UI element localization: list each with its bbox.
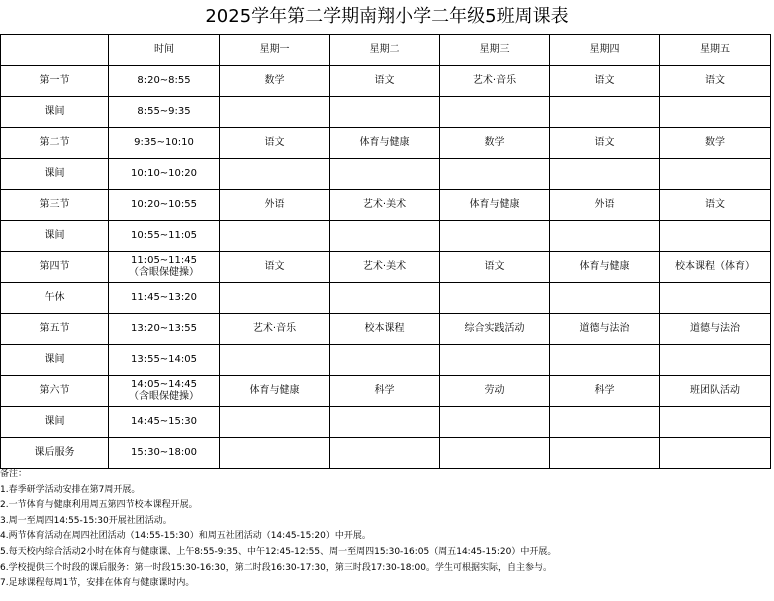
subject-cell: [330, 221, 440, 252]
subject-cell: [440, 407, 550, 438]
subject-cell: 语文: [660, 66, 771, 97]
period-cell: 第一节: [1, 66, 109, 97]
timetable-title: 2025学年第二学期南翔小学二年级5班周课表: [205, 6, 569, 27]
subject-cell: [550, 345, 660, 376]
notes-heading: 备注：: [0, 469, 28, 479]
subject-cell: 外语: [220, 190, 330, 221]
time-range: 14:45~15:30: [130, 416, 197, 427]
subject-cell: 数学: [440, 128, 550, 159]
header-cell: 星期四: [550, 35, 660, 66]
subject-cell: 艺术·美术: [330, 252, 440, 283]
subject-cell: [330, 345, 440, 376]
subject-cell: 体育与健康: [330, 128, 440, 159]
time-cell: [109, 190, 220, 221]
subject-cell: [550, 438, 660, 469]
subject-cell: 科学: [330, 376, 440, 407]
subject-cell: 艺术·美术: [330, 190, 440, 221]
notes-section: [0, 467, 774, 592]
period-cell: 第二节: [1, 128, 109, 159]
table-row: [1, 314, 771, 345]
header-cell: [1, 35, 109, 66]
subject-cell: [440, 221, 550, 252]
table-row: [1, 128, 771, 159]
table-row: [1, 66, 771, 97]
subject-cell: 班团队活动: [660, 376, 771, 407]
time-range: 11:45~13:20: [130, 292, 197, 303]
subject-cell: [660, 221, 771, 252]
subject-cell: [550, 159, 660, 190]
time-cell: [109, 97, 220, 128]
subject-cell: [660, 345, 771, 376]
subject-cell: [550, 283, 660, 314]
time-cell: [109, 345, 220, 376]
time-range: 8:20~8:55: [137, 75, 191, 86]
table-row: [1, 407, 771, 438]
subject-cell: [440, 97, 550, 128]
subject-cell: [660, 159, 771, 190]
table-row: [1, 190, 771, 221]
subject-cell: 语文: [550, 128, 660, 159]
subject-cell: [220, 345, 330, 376]
subject-cell: 数学: [660, 128, 771, 159]
subject-cell: [220, 407, 330, 438]
time-cell: [109, 376, 220, 407]
subject-cell: [330, 283, 440, 314]
time-range: 14:05~14:45: [130, 379, 197, 390]
timetable: [0, 34, 771, 469]
subject-cell: 艺术·音乐: [440, 66, 550, 97]
subject-cell: 综合实践活动: [440, 314, 550, 345]
time-range: 15:30~18:00: [130, 447, 197, 458]
table-row: [1, 159, 771, 190]
subject-cell: 道德与法治: [550, 314, 660, 345]
header-cell: 时间: [109, 35, 220, 66]
period-cell: 第四节: [1, 252, 109, 283]
subject-cell: [220, 221, 330, 252]
time-cell: [109, 252, 220, 283]
time-cell: [109, 221, 220, 252]
subject-cell: [660, 283, 771, 314]
table-row: [1, 376, 771, 407]
subject-cell: [440, 345, 550, 376]
subject-cell: 语文: [550, 66, 660, 97]
time-range: 13:55~14:05: [130, 354, 197, 365]
subject-cell: 科学: [550, 376, 660, 407]
subject-cell: 数学: [220, 66, 330, 97]
subject-cell: 艺术·音乐: [220, 314, 330, 345]
subject-cell: [660, 407, 771, 438]
subject-cell: [330, 159, 440, 190]
header-cell: 星期二: [330, 35, 440, 66]
subject-cell: [550, 221, 660, 252]
period-cell: 午休: [1, 283, 109, 314]
table-row: [1, 345, 771, 376]
note-item: 4.两节体育活动在周四社团活动（14:55-15:30）和周五社团活动（14:45-15:20）中开展。: [0, 531, 371, 542]
subject-cell: [330, 407, 440, 438]
subject-cell: 劳动: [440, 376, 550, 407]
subject-cell: 语文: [220, 252, 330, 283]
time-cell: [109, 159, 220, 190]
time-cell: [109, 314, 220, 345]
period-cell: 课间: [1, 407, 109, 438]
time-range: 10:10~10:20: [130, 168, 197, 179]
subject-cell: [220, 438, 330, 469]
subject-cell: 语文: [220, 128, 330, 159]
time-range: 8:55~9:35: [137, 106, 191, 117]
period-cell: 课后服务: [1, 438, 109, 469]
subject-cell: [550, 407, 660, 438]
subject-cell: 校本课程: [330, 314, 440, 345]
time-note: （含眼保健操）: [129, 267, 199, 278]
subject-cell: [330, 438, 440, 469]
timetable-body: [1, 35, 771, 469]
subject-cell: 语文: [440, 252, 550, 283]
table-row: [1, 97, 771, 128]
subject-cell: 校本课程（体育）: [660, 252, 771, 283]
time-cell: [109, 407, 220, 438]
subject-cell: [220, 97, 330, 128]
note-item: 7.足球课程每周1节，安排在体育与健康课时内。: [0, 578, 195, 589]
subject-cell: [440, 283, 550, 314]
header-cell: 星期一: [220, 35, 330, 66]
period-cell: 第五节: [1, 314, 109, 345]
time-note: （含眼保健操）: [129, 391, 199, 402]
time-range: 10:55~11:05: [130, 230, 197, 241]
table-row: [1, 252, 771, 283]
time-cell: [109, 66, 220, 97]
table-row: [1, 283, 771, 314]
header-row: [1, 35, 771, 66]
subject-cell: 体育与健康: [550, 252, 660, 283]
note-item: 5.每天校内综合活动2小时在体育与健康课、上午8:55-9:35、中午12:45-12:55、周一至周四15:30-16:05（周五14:45-15:20）中开展。: [0, 546, 557, 557]
period-cell: 第六节: [1, 376, 109, 407]
table-row: [1, 221, 771, 252]
period-cell: 课间: [1, 345, 109, 376]
note-item: 1.春季研学活动安排在第7周开展。: [0, 484, 141, 495]
subject-cell: [220, 159, 330, 190]
period-cell: 课间: [1, 97, 109, 128]
period-cell: 课间: [1, 159, 109, 190]
subject-cell: 体育与健康: [440, 190, 550, 221]
note-item: 2.一节体育与健康利用周五第四节校本课程开展。: [0, 500, 198, 511]
time-range: 13:20~13:55: [130, 323, 197, 334]
time-cell: [109, 128, 220, 159]
subject-cell: [660, 97, 771, 128]
header-cell: 星期三: [440, 35, 550, 66]
note-item: 3.周一至周四14:55-15:30开展社团活动。: [0, 515, 172, 526]
time-cell: [109, 283, 220, 314]
period-cell: 课间: [1, 221, 109, 252]
subject-cell: [330, 97, 440, 128]
period-cell: 第三节: [1, 190, 109, 221]
time-range: 11:05~11:45: [130, 255, 197, 266]
subject-cell: [440, 159, 550, 190]
subject-cell: 语文: [330, 66, 440, 97]
subject-cell: [660, 438, 771, 469]
subject-cell: [220, 283, 330, 314]
table-row: [1, 438, 771, 469]
subject-cell: 道德与法治: [660, 314, 771, 345]
time-range: 9:35~10:10: [134, 137, 194, 148]
time-range: 10:20~10:55: [130, 199, 197, 210]
subject-cell: 体育与健康: [220, 376, 330, 407]
time-cell: [109, 438, 220, 469]
header-cell: 星期五: [660, 35, 771, 66]
subject-cell: [440, 438, 550, 469]
subject-cell: 语文: [660, 190, 771, 221]
subject-cell: 外语: [550, 190, 660, 221]
note-item: 6.学校提供三个时段的课后服务：第一时段15:30-16:30，第二时段16:30-17:30，第三时段17:30-18:00。学生可根据实际，自主参与。: [0, 562, 552, 573]
subject-cell: [550, 97, 660, 128]
